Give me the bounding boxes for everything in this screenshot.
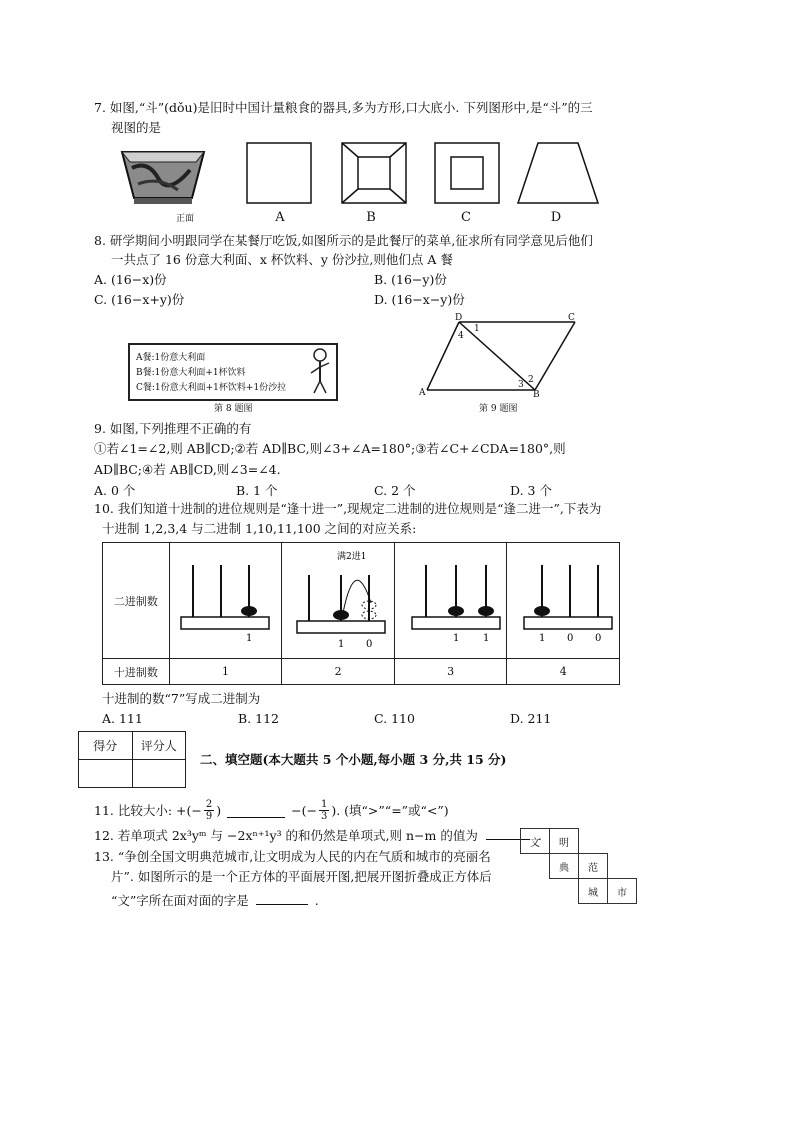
q10-line1: 10. 我们知道十进制的进位规则是“逢十进一”,现规定二进制的进位规则是“逢二进一”,下表为 — [94, 501, 602, 516]
q9-line3: AD∥BC;④若 AB∥CD,则∠3=∠4. — [94, 462, 281, 477]
net-face-cheng: 城 — [579, 879, 608, 904]
front-caption: 正面 — [176, 214, 195, 224]
q13-answer-blank[interactable] — [256, 891, 308, 905]
menu-item-a: A餐:1份意大利面 — [136, 353, 206, 363]
q10-choice-d: D. 211 — [510, 711, 552, 726]
option-b-label: B — [366, 210, 376, 225]
q8-choice-b: B. (16−y)份 — [374, 272, 447, 287]
q8-line2: 一共点了 16 份意大利面、x 杯饮料、y 份沙拉,则他们点 A 餐 — [111, 252, 453, 267]
q13-end: . — [314, 893, 319, 908]
q7-line1: 7. 如图,“斗”(dǒu)是旧时中国计量粮食的器具,多为方形,口大底小. 下列图形中,是“斗”的三 — [94, 100, 593, 115]
abacus-cell-3 — [394, 543, 507, 659]
abacus-3-digit-1: 1 — [452, 633, 460, 644]
abacus-2-digit-1: 1 — [338, 639, 345, 650]
option-d-label: D — [550, 210, 562, 225]
abacus-4-digit-2: 0 — [567, 633, 574, 644]
grader-field[interactable] — [132, 760, 186, 788]
option-a-label: A — [275, 210, 285, 225]
q11-frac1-den: 9 — [205, 811, 213, 822]
q7-line2: 视图的是 — [111, 120, 162, 135]
q11-frac1-num: 2 — [205, 799, 213, 810]
dou-photo — [118, 140, 208, 218]
q13-line3-wrap — [111, 891, 319, 910]
decimal-2: 2 — [282, 659, 395, 685]
q11-line — [94, 799, 449, 822]
decimal-3: 3 — [394, 659, 507, 685]
option-a-square — [245, 141, 315, 207]
q12-line — [94, 826, 542, 845]
q11-frac2-den: 3 — [320, 811, 328, 822]
q11-mid: ) — [216, 802, 222, 818]
q9-choice-b: B. 1 个 — [236, 483, 278, 498]
abacus-3-digit-2: 1 — [482, 633, 490, 644]
row-label-decimal: 十进制数 — [103, 659, 170, 685]
q9-angle-1: 1 — [474, 324, 480, 334]
q9-choice-d: D. 3 个 — [510, 483, 552, 498]
abacus-2 — [285, 543, 391, 655]
abacus-cell-1 — [169, 543, 282, 659]
binary-table — [102, 542, 620, 685]
score-box — [78, 731, 186, 788]
menu-figure — [128, 343, 338, 401]
q13-line3: “文”字所在面对面的字是 — [111, 893, 249, 908]
q11-frac2-num: 1 — [320, 799, 328, 810]
q11-answer-blank[interactable] — [227, 803, 285, 818]
net-face-dian: 典 — [550, 854, 579, 879]
q10-question: 十进制的数“7”写成二进制为 — [102, 691, 261, 706]
q8-choice-d: D. (16−x−y)份 — [374, 292, 465, 307]
carry-label: 满2进1 — [337, 552, 367, 562]
q8-choice-c: C. (16−x+y)份 — [94, 292, 185, 307]
net-face-shi: 市 — [608, 879, 637, 904]
option-b-frustum-top — [340, 141, 410, 207]
abacus-4-digit-1: 1 — [539, 633, 546, 644]
q9-parallelogram-figure — [415, 310, 585, 402]
q10-choice-b: B. 112 — [238, 711, 279, 726]
option-c-nested-squares — [433, 141, 503, 207]
abacus-4-digit-3: 0 — [595, 633, 602, 644]
q9-angle-3: 3 — [518, 380, 524, 390]
q11-fraction-1 — [204, 799, 214, 822]
q12-text: 12. 若单项式 2x³yᵐ 与 −2xⁿ⁺¹y³ 的和仍然是单项式,则 n−m 的值为 — [94, 828, 478, 843]
q9-angle-2: 2 — [528, 375, 534, 385]
q9-label-b: B — [533, 390, 540, 400]
q9-line2: ①若∠1=∠2,则 AB∥CD;②若 AD∥BC,则∠3+∠A=180°;③若∠C+∠CDA=180°,则 — [94, 441, 566, 456]
abacus-2-digit-2: 0 — [366, 639, 373, 650]
decimal-4: 4 — [507, 659, 620, 685]
q13-line2: 片”. 如图所示的是一个正方体的平面展开图,把展开图折叠成正方体后 — [111, 869, 492, 884]
q9-label-d: D — [455, 313, 463, 323]
q9-line1: 9. 如图,下列推理不正确的有 — [94, 421, 252, 436]
q8-figure-caption: 第 8 题图 — [214, 404, 253, 414]
section2-title: 二、填空题(本大题共 5 个小题,每小题 3 分,共 15 分) — [200, 752, 507, 767]
abacus-4 — [510, 543, 616, 655]
decimal-1: 1 — [169, 659, 282, 685]
grader-label: 评分人 — [132, 732, 186, 760]
waiter-icon — [308, 347, 332, 395]
abacus-3 — [398, 543, 504, 655]
net-face-fan: 范 — [579, 854, 608, 879]
net-face-wen: 文 — [521, 829, 550, 854]
q10-choice-c: C. 110 — [374, 711, 415, 726]
score-field[interactable] — [79, 760, 133, 788]
row-label-binary: 二进制数 — [103, 543, 170, 659]
abacus-1-digit-1: 1 — [245, 633, 252, 644]
score-label: 得分 — [79, 732, 133, 760]
net-face-ming: 明 — [550, 829, 579, 854]
q9-figure-caption: 第 9 题图 — [479, 404, 518, 414]
q11-prefix: 11. 比较大小: +(− — [94, 802, 202, 818]
q11-fraction-2 — [319, 799, 329, 822]
q9-angle-4: 4 — [458, 331, 464, 341]
q9-label-a: A — [419, 388, 426, 398]
q11-minus: −(− — [291, 802, 317, 818]
option-d-trapezoid — [516, 141, 600, 207]
q8-choice-a: A. (16−x)份 — [94, 272, 167, 287]
menu-item-b: B餐:1份意大利面+1杯饮料 — [136, 368, 246, 378]
abacus-cell-2 — [282, 543, 395, 659]
q9-label-c: C — [568, 313, 575, 323]
q10-choice-a: A. 111 — [102, 711, 143, 726]
abacus-cell-4 — [507, 543, 620, 659]
q9-choice-a: A. 0 个 — [94, 483, 136, 498]
option-c-label: C — [461, 210, 471, 225]
q12-end: . — [537, 828, 542, 843]
q8-line1: 8. 研学期间小明跟同学在某餐厅吃饭,如图所示的是此餐厅的菜单,征求所有同学意见后他们 — [94, 233, 593, 248]
q11-suffix: ). (填“>”“=”或“<”) — [331, 802, 449, 818]
cube-net — [520, 828, 637, 904]
q9-choice-c: C. 2 个 — [374, 483, 416, 498]
menu-item-c: C餐:1份意大利面+1杯饮料+1份沙拉 — [136, 383, 287, 393]
abacus-1 — [173, 543, 279, 655]
q13-line1: 13. “争创全国文明典范城市,让文明成为人民的内在气质和城市的亮丽名 — [94, 849, 491, 864]
q10-line2: 十进制 1,2,3,4 与二进制 1,10,11,100 之间的对应关系: — [102, 521, 417, 536]
